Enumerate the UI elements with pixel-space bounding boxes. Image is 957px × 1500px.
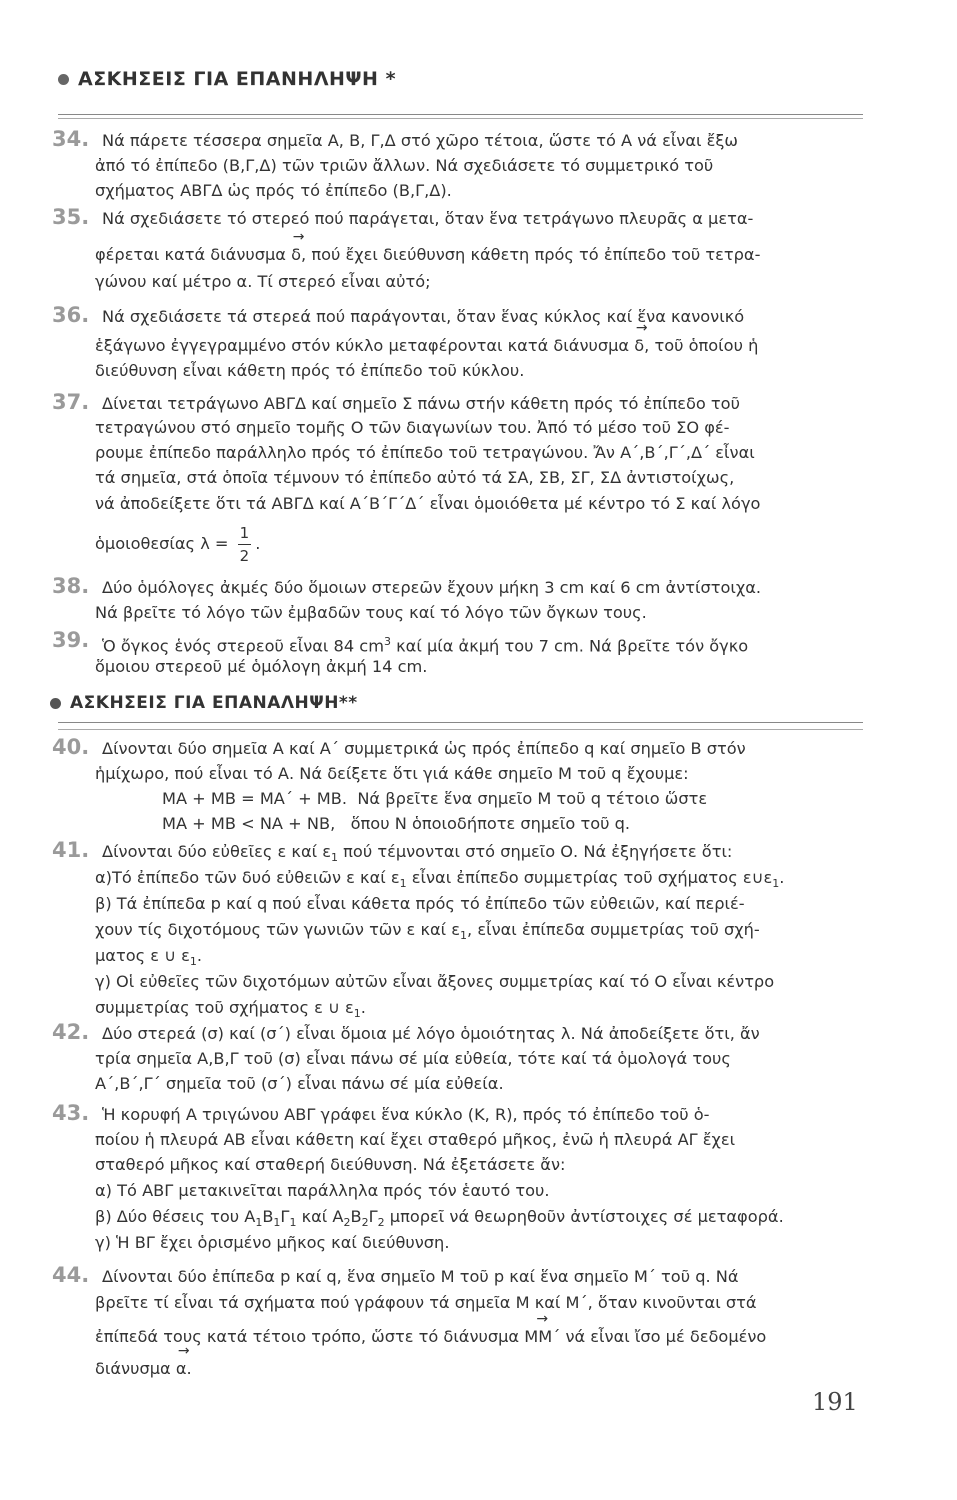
exercise-number: 36. xyxy=(52,303,90,327)
exercise-line: ὁμοιοθεσίας λ = $\frac{1}{2}$ . xyxy=(95,524,261,565)
exercise-line: τρία σημεῖα Α,Β,Γ τοῦ (σ) εἶναι πάνω σέ μία εὐθεία, τότε καί τά ὁμολογά τους xyxy=(95,1049,731,1068)
bullet-icon xyxy=(58,74,69,85)
section-title: ΑΣΚΗΣΕΙΣ ΓΙΑ ΕΠΑΝΑΛΗΨΗ** xyxy=(70,693,358,713)
vector-delta: → δ, xyxy=(291,245,306,265)
bullet-icon xyxy=(50,698,61,709)
exercise-line: ἐπίπεδά τους κατά τέτοιο τρόπο, ὥστε τό διάνυσμα → ΜΜ΄ νά εἶναι ἴσο μέ δεδομένο xyxy=(95,1327,766,1347)
fraction-one-half: $\frac{1}{2}$ xyxy=(239,524,250,565)
exercise-line: ματος ε ∪ $\varepsilon_1$. xyxy=(95,946,203,969)
exercise-line: ἡμίχωρο, πού εἶναι τό Α. Νά δείξετε ὅτι γιά κάθε σημεῖο Μ τοῦ q ἔχουμε: xyxy=(95,764,689,783)
exercise-line: Ἡ κορυφή Α τριγώνου ΑΒΓ γράφει ἕνα κύκλο (Κ, R), πρός τό ἐπίπεδο τοῦ ὁ- xyxy=(102,1105,710,1124)
exercise-number: 43. xyxy=(52,1101,90,1125)
exercise-line: βρεῖτε τί εἶναι τά σχήματα πού γράφουν τά σημεῖα Μ καί Μ΄, ὅταν κινοῦνται στά xyxy=(95,1293,757,1312)
section-heading-2 xyxy=(50,693,358,713)
exercise-line: Δίνονται δύο εὐθεῖες ε καί $\varepsilon_1$ πού τέμνονται στό σημεῖο Ο. Νά ἐξηγήσετε ὅτι: xyxy=(102,842,733,865)
exercise-number: 42. xyxy=(52,1020,90,1044)
exercise-line: ἀπό τό ἐπίπεδο (Β,Γ,Δ) τῶν τριῶν ἄλλων. Νά σχεδιάσετε τό συμμετρικό τοῦ xyxy=(95,156,714,175)
divider xyxy=(58,729,863,730)
exercise-line: φέρεται κατά διάνυσμα → δ, πού ἔχει διεύθυνση κάθετη πρός τό ἐπίπεδο τοῦ τετρα- xyxy=(95,245,760,265)
exercise-line: Νά βρεῖτε τό λόγο τῶν ἐμβαδῶν τους καί τό λόγο τῶν ὄγκων τους. xyxy=(95,603,647,622)
exercise-line: συμμετρίας τοῦ σχήματος ε ∪ $\varepsilon_1$. xyxy=(95,998,366,1021)
exercise-line: Δίνονται δύο σημεῖα Α καί Α΄ συμμετρικά ὡς πρός ἐπίπεδο q καί σημεῖο Β στόν xyxy=(102,739,746,758)
exercise-line: ὅμοιου στερεοῦ μέ ὁμόλογη ἀκμή 14 cm. xyxy=(95,657,428,676)
exercise-line: σχήματος ΑΒΓΔ ὡς πρός τό ἐπίπεδο (Β,Γ,Δ). xyxy=(95,181,452,200)
divider xyxy=(58,118,863,119)
exercise-line: Νά σχεδιάσετε τό στερεό πού παράγεται, ὅταν ἕνα τετράγωνο πλευρᾶς α μετα- xyxy=(102,209,754,228)
exercise-line: ΜΑ + ΜΒ < ΝΑ + ΝΒ, ὅπου Ν ὁποιοδήποτε σημεῖο τοῦ q. xyxy=(162,814,631,833)
exercise-line: Νά πάρετε τέσσερα σημεῖα Α, Β, Γ,Δ στό χῶρο τέτοια, ὥστε τό Α νά εἶναι ἔξω xyxy=(102,131,738,150)
exercise-line: β) Τά ἐπίπεδα p καί q πού εἶναι κάθετα πρός τό ἐπίπεδο τῶν εὐθειῶν, καί περιέ- xyxy=(95,894,745,913)
exercise-line: α)Τό ἐπίπεδο τῶν δυό εὐθειῶν ε καί $\varepsilon_1$ εἶναι ἐπίπεδο συμμετρίας τοῦ σχήματος $\varepsilon\cup\varepsilon_1$. xyxy=(95,868,785,891)
exercise-line: γώνου καί μέτρο α. Τί στερεό εἶναι αὐτό; xyxy=(95,272,431,291)
exercise-line: γ) Οἱ εὐθεῖες τῶν διχοτόμων αὐτῶν εἶναι ἄξονες συμμετρίας καί τό Ο εἶναι κέντρο xyxy=(95,972,775,991)
exercise-line: ποίου ἡ πλευρά ΑΒ εἶναι κάθετη καί ἔχει σταθερό μῆκος, ἐνῶ ἡ πλευρά ΑΓ ἔχει xyxy=(95,1130,736,1149)
exercise-number: 35. xyxy=(52,205,90,229)
exercise-line: Ὁ ὄγκος ἑνός στερεοῦ εἶναι 84 $cm^3$ καί μία ἀκμή του 7 cm. Νά βρεῖτε τόν ὄγκο xyxy=(102,635,749,656)
exercise-line: Α΄,Β΄,Γ΄ σημεῖα τοῦ (σ΄) εἶναι πάνω σέ μία εὐθεία. xyxy=(95,1074,504,1093)
exercise-line: νά ἀποδείξετε ὅτι τά ΑΒΓΔ καί Α΄Β΄Γ΄Δ΄ εἶναι ὁμοιόθετα μέ κέντρο τό Σ καί λόγο xyxy=(95,494,761,513)
exercise-line: σταθερό μῆκος καί σταθερή διεύθυνση. Νά ἐξετάσετε ἄν: xyxy=(95,1155,566,1174)
exercise-line: Δίνονται δύο ἐπίπεδα p καί q, ἕνα σημεῖο Μ τοῦ p καί ἕνα σημεῖο Μ΄ τοῦ q. Νά xyxy=(102,1267,739,1286)
section-heading-1 xyxy=(58,68,396,90)
exercise-number: 39. xyxy=(52,628,90,652)
exercise-number: 34. xyxy=(52,127,90,151)
vector-mm: → ΜΜ΄ xyxy=(524,1327,560,1347)
exercise-line: ρουμε ἐπίπεδο παράλληλο πρός τό ἐπίπεδο τοῦ τετραγώνου. Ἄν Α΄,Β΄,Γ΄,Δ΄ εἶναι xyxy=(95,443,755,462)
vector-delta: → δ, xyxy=(634,336,649,356)
divider xyxy=(58,722,863,723)
exercise-line: διεύθυνση εἶναι κάθετη πρός τό ἐπίπεδο τοῦ κύκλου. xyxy=(95,361,525,380)
exercise-line: Δύο ὁμόλογες ἀκμές δύο ὅμοιων στερεῶν ἔχουν μήκη 3 cm καί 6 cm ἀντίστοιχα. xyxy=(102,578,762,597)
exercise-number: 41. xyxy=(52,838,90,862)
section-title: ΑΣΚΗΣΕΙΣ ΓΙΑ ΕΠΑΝΗΛΗΨΗ * xyxy=(78,68,397,90)
exercise-line: Δύο στερεά (σ) καί (σ΄) εἶναι ὅμοια μέ λόγο ὁμοιότητας λ. Νά ἀποδείξετε ὅτι, ἄν xyxy=(102,1024,760,1043)
exercise-line: τετραγώνου στό σημεῖο τομῆς Ο τῶν διαγωνίων του. Ἀπό τό μέσο τοῦ ΣΟ φέ- xyxy=(95,418,730,437)
vector-alpha: → α. xyxy=(176,1359,192,1379)
exercise-line: τά σημεῖα, στά ὁποῖα τέμνουν τό ἐπίπεδο αὐτό τά ΣΑ, ΣΒ, ΣΓ, ΣΔ ἀντιστοίχως, xyxy=(95,468,735,487)
exercise-line: α) Τό ΑΒΓ μετακινεῖται παράλληλα πρός τόν ἑαυτό του. xyxy=(95,1181,550,1200)
exercise-number: 37. xyxy=(52,390,90,414)
exercise-line: ἑξάγωνο ἐγγεγραμμένο στόν κύκλο μεταφέρονται κατά διάνυσμα → δ, τοῦ ὁποίου ἡ xyxy=(95,336,758,356)
exercise-line: διάνυσμα → α. xyxy=(95,1359,192,1379)
exercise-line: β) Δύο θέσεις του $A_1B_1\Gamma_1$ καί $A_2B_2\Gamma_2$ μπορεῖ νά θεωρηθοῦν ἀντίστοιχες σέ μεταφορά. xyxy=(95,1207,784,1230)
exercise-line: χουν τίς διχοτόμους τῶν γωνιῶν τῶν ε καί $\varepsilon_1$, εἶναι ἐπίπεδα συμμετρίας τοῦ σχή- xyxy=(95,920,760,943)
exercise-line: Νά σχεδιάσετε τά στερεά πού παράγονται, ὅταν ἕνας κύκλος καί ἕνα κανονικό xyxy=(102,307,745,326)
exercise-number: 44. xyxy=(52,1263,90,1287)
exercise-number: 38. xyxy=(52,574,90,598)
exercise-number: 40. xyxy=(52,735,90,759)
divider xyxy=(58,114,863,115)
exercise-line: Δίνεται τετράγωνο ΑΒΓΔ καί σημεῖο Σ πάνω στήν κάθετη πρός τό ἐπίπεδο τοῦ xyxy=(102,394,740,413)
page-number: 191 xyxy=(812,1388,858,1416)
exercise-line: ΜΑ + ΜΒ = ΜΑ΄ + ΜΒ. Νά βρεῖτε ἕνα σημεῖο Μ τοῦ q τέτοιο ὥστε xyxy=(162,789,708,808)
exercise-line: γ) Ἡ ΒΓ ἔχει ὁρισμένο μῆκος καί διεύθυνση. xyxy=(95,1233,450,1252)
